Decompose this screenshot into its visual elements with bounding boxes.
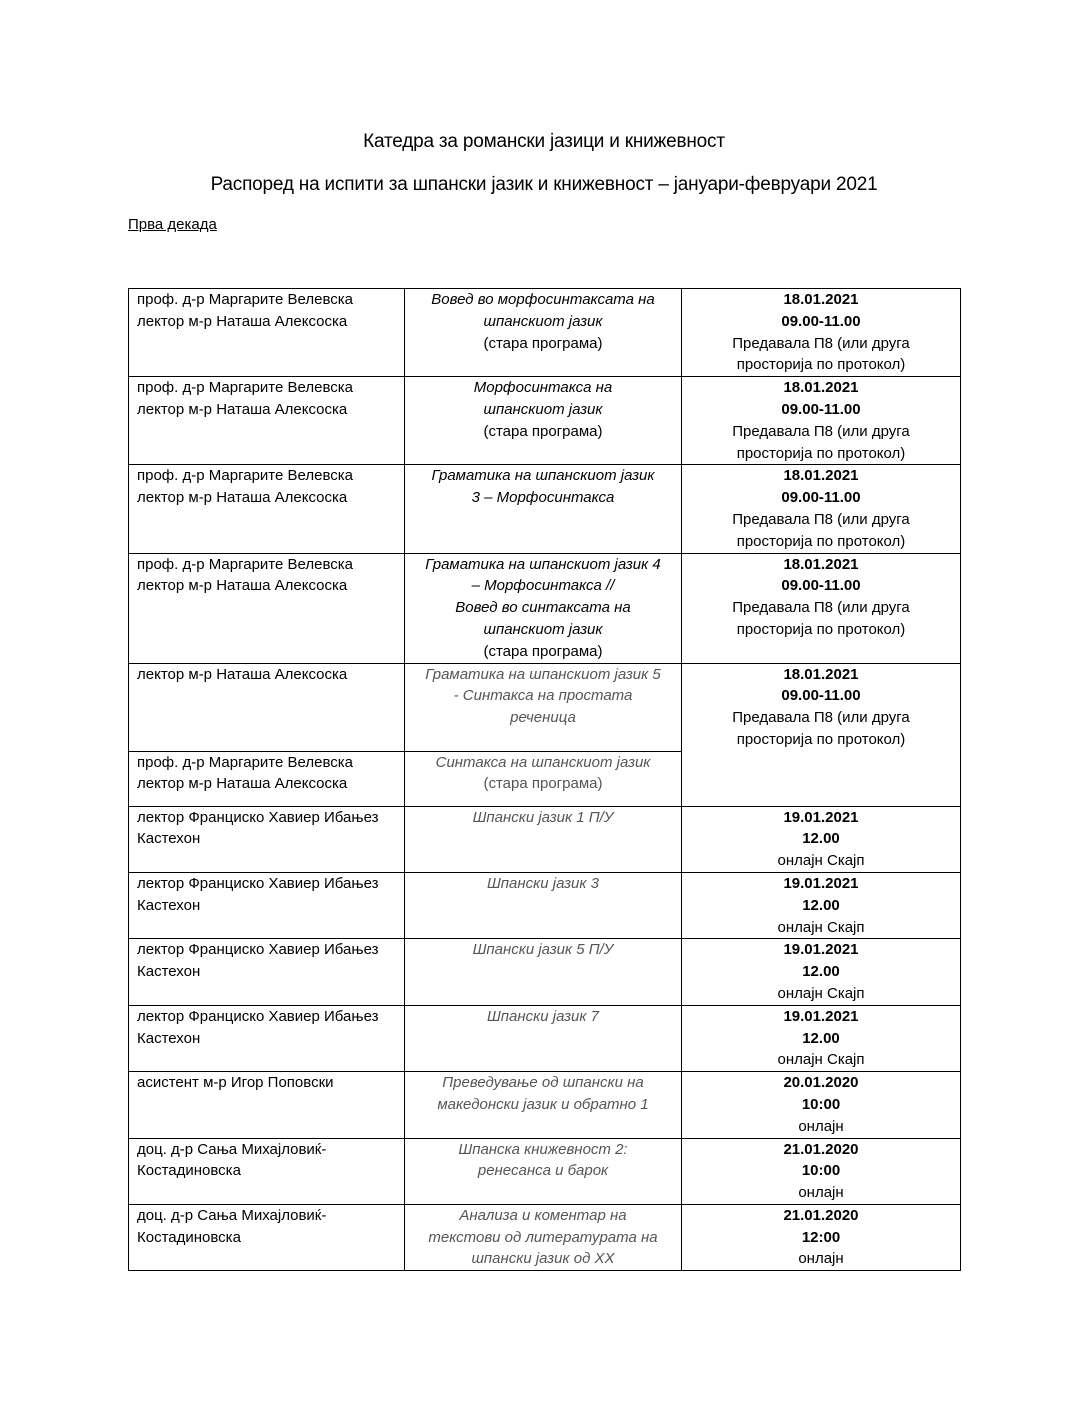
exam-date: 21.01.2020 bbox=[783, 1140, 859, 1158]
subject-cell bbox=[405, 289, 682, 377]
examiner-name: лектор Франциско Хавиер Ибањез bbox=[137, 874, 379, 892]
subject-name: реченица bbox=[510, 709, 576, 727]
section-heading: Прва декада bbox=[128, 216, 217, 233]
exam-date: 19.01.2021 bbox=[783, 941, 859, 959]
exam-time: 10:00 bbox=[801, 1095, 841, 1113]
examiner-name: лектор м-р Наташа Алексоска bbox=[137, 400, 348, 418]
exam-location: просторија по протокол) bbox=[736, 444, 906, 462]
exam-time: 09.00-11.00 bbox=[781, 577, 861, 595]
datetime-cell bbox=[682, 1204, 961, 1270]
examiner-cell bbox=[129, 465, 405, 553]
exam-schedule-table bbox=[128, 288, 961, 1271]
subject-name: Шпански јазик 3 bbox=[486, 874, 599, 892]
subject-name: – Морфосинтакса // bbox=[471, 577, 615, 595]
examiner-name: лектор м-р Наташа Алексоска bbox=[137, 775, 348, 793]
exam-date: 18.01.2021 bbox=[783, 665, 859, 683]
examiner-cell bbox=[129, 553, 405, 663]
subject-cell bbox=[405, 751, 682, 806]
subject-name: Граматика на шпанскиот јазик 5 bbox=[425, 665, 661, 683]
examiner-cell bbox=[129, 872, 405, 938]
exam-date: 21.01.2020 bbox=[783, 1206, 859, 1224]
subject-name: Шпански јазик 7 bbox=[486, 1007, 599, 1025]
examiner-name: Кастехон bbox=[137, 963, 201, 981]
subject-name: шпанскиот јазик bbox=[483, 312, 603, 330]
subject-name: македонски јазик и обратно 1 bbox=[437, 1095, 649, 1113]
examiner-cell bbox=[129, 289, 405, 377]
subject-name: Морфосинтакса на bbox=[473, 379, 613, 397]
subject-name: Шпански јазик 1 П/У bbox=[472, 808, 614, 826]
page-subtitle: Распоред на испити за шпански јазик и книжевност – јануари-февруари 2021 bbox=[210, 174, 878, 195]
datetime-cell bbox=[682, 1072, 961, 1138]
exam-location: онлајн Скајп bbox=[777, 1051, 865, 1069]
examiner-cell bbox=[129, 377, 405, 465]
program-note: (стара програма) bbox=[483, 422, 603, 440]
subject-cell bbox=[405, 1138, 682, 1204]
exam-time: 12.00 bbox=[802, 1029, 840, 1047]
subject-name: - Синтакса на простата bbox=[453, 687, 633, 705]
exam-time: 12:00 bbox=[801, 1228, 841, 1246]
subject-name: 3 – Морфосинтакса bbox=[471, 489, 615, 507]
examiner-name: Костадиновска bbox=[137, 1228, 241, 1246]
page-title: Катедра за романски јазици и книжевност bbox=[363, 131, 725, 152]
subject-name: Граматика на шпанскиот јазик 4 bbox=[425, 555, 661, 573]
subject-cell bbox=[405, 1005, 682, 1071]
table-row bbox=[129, 663, 961, 751]
examiner-name: асистент м-р Игор Поповски bbox=[137, 1074, 334, 1092]
exam-date: 18.01.2021 bbox=[783, 379, 859, 397]
examiner-name: Кастехон bbox=[137, 1029, 201, 1047]
examiner-name: лектор Франциско Хавиер Ибањез bbox=[137, 1007, 379, 1025]
examiner-cell bbox=[129, 751, 405, 806]
subject-name: шпански јазик од XX bbox=[471, 1250, 615, 1268]
examiner-name: доц. д-р Сања Михајловиќ- bbox=[137, 1140, 327, 1158]
exam-time: 10:00 bbox=[801, 1162, 841, 1180]
exam-location: просторија по протокол) bbox=[736, 620, 906, 638]
exam-time: 12.00 bbox=[802, 963, 840, 981]
examiner-cell bbox=[129, 663, 405, 751]
exam-location: онлајн bbox=[798, 1184, 844, 1202]
table-row bbox=[129, 1072, 961, 1138]
exam-time: 12.00 bbox=[802, 896, 840, 914]
examiner-name: лектор Франциско Хавиер Ибањез bbox=[137, 941, 379, 959]
datetime-cell bbox=[682, 377, 961, 465]
exam-location: онлајн bbox=[798, 1250, 844, 1268]
examiner-name: проф. д-р Маргарите Велевска bbox=[137, 753, 353, 771]
exam-time: 09.00-11.00 bbox=[781, 312, 861, 330]
examiner-name: лектор м-р Наташа Алексоска bbox=[137, 665, 348, 683]
subject-name: Шпански јазик 5 П/У bbox=[472, 941, 614, 959]
examiner-cell bbox=[129, 1204, 405, 1270]
exam-location: просторија по протокол) bbox=[736, 532, 906, 550]
examiner-cell bbox=[129, 1138, 405, 1204]
datetime-cell bbox=[682, 289, 961, 377]
examiner-name: проф. д-р Маргарите Велевска bbox=[137, 555, 353, 573]
table-row bbox=[129, 806, 961, 872]
subject-name: Вовед во морфосинтаксата на bbox=[431, 291, 655, 308]
table-row bbox=[129, 289, 961, 377]
table-row bbox=[129, 465, 961, 553]
examiner-name: лектор м-р Наташа Алексоска bbox=[137, 577, 348, 595]
table-row bbox=[129, 872, 961, 938]
program-note: (стара програма) bbox=[483, 775, 603, 793]
examiner-name: проф. д-р Маргарите Велевска bbox=[137, 379, 353, 397]
subject-cell bbox=[405, 872, 682, 938]
datetime-cell bbox=[682, 1138, 961, 1204]
exam-location: Предавала П8 (или друга bbox=[732, 510, 910, 528]
subject-name: Преведување од шпански на bbox=[442, 1074, 644, 1092]
exam-location: просторија по протокол) bbox=[736, 730, 906, 748]
exam-location: просторија по протокол) bbox=[736, 356, 906, 374]
exam-date: 20.01.2020 bbox=[783, 1074, 859, 1092]
subject-cell bbox=[405, 553, 682, 663]
table-row bbox=[129, 377, 961, 465]
subject-name: шпанскиот јазик bbox=[483, 620, 603, 638]
examiner-name: Кастехон bbox=[137, 896, 201, 914]
subject-cell bbox=[405, 663, 682, 751]
examiner-name: проф. д-р Маргарите Велевска bbox=[137, 291, 353, 308]
examiner-name: проф. д-р Маргарите Велевска bbox=[137, 467, 353, 485]
table-row bbox=[129, 939, 961, 1005]
subject-name: Граматика на шпанскиот јазик bbox=[431, 467, 655, 485]
table-row bbox=[129, 553, 961, 663]
exam-date: 19.01.2021 bbox=[783, 808, 859, 826]
subject-name: Синтакса на шпанскиот јазик bbox=[435, 753, 651, 771]
subject-name: Шпанска книжевност 2: bbox=[458, 1140, 628, 1158]
subject-cell bbox=[405, 806, 682, 872]
examiner-name: лектор м-р Наташа Алексоска bbox=[137, 312, 348, 330]
datetime-cell bbox=[682, 806, 961, 872]
exam-date: 18.01.2021 bbox=[783, 555, 859, 573]
exam-location: онлајн bbox=[798, 1117, 844, 1135]
exam-location: Предавала П8 (или друга bbox=[732, 422, 910, 440]
exam-location: онлајн Скајп bbox=[777, 984, 865, 1002]
datetime-cell bbox=[682, 663, 961, 806]
subject-cell bbox=[405, 377, 682, 465]
table-row bbox=[129, 1204, 961, 1270]
exam-time: 09.00-11.00 bbox=[781, 400, 861, 418]
exam-time: 12.00 bbox=[802, 830, 840, 848]
subject-cell bbox=[405, 939, 682, 1005]
exam-time: 09.00-11.00 bbox=[781, 489, 861, 507]
program-note: (стара програма) bbox=[483, 642, 603, 660]
program-note: (стара програма) bbox=[483, 334, 603, 352]
subject-name: Анализа и коментар на bbox=[459, 1206, 627, 1224]
exam-location: Предавала П8 (или друга bbox=[732, 709, 910, 727]
subject-name: ренесанса и барок bbox=[477, 1162, 609, 1180]
exam-time: 09.00-11.00 bbox=[781, 687, 861, 705]
exam-date: 19.01.2021 bbox=[783, 874, 859, 892]
examiner-cell bbox=[129, 1005, 405, 1071]
examiner-name: лектор м-р Наташа Алексоска bbox=[137, 489, 348, 507]
examiner-name: лектор Франциско Хавиер Ибањез bbox=[137, 808, 379, 826]
exam-location: Предавала П8 (или друга bbox=[732, 599, 910, 617]
exam-date: 18.01.2021 bbox=[783, 291, 859, 308]
examiner-cell bbox=[129, 939, 405, 1005]
exam-date: 19.01.2021 bbox=[783, 1007, 859, 1025]
datetime-cell bbox=[682, 1005, 961, 1071]
datetime-cell bbox=[682, 553, 961, 663]
datetime-cell bbox=[682, 939, 961, 1005]
subject-cell bbox=[405, 465, 682, 553]
examiner-name: доц. д-р Сања Михајловиќ- bbox=[137, 1206, 327, 1224]
subject-cell bbox=[405, 1072, 682, 1138]
examiner-cell bbox=[129, 1072, 405, 1138]
exam-date: 18.01.2021 bbox=[783, 467, 859, 485]
subject-name: Вовед во синтаксата на bbox=[455, 599, 631, 617]
table-row bbox=[129, 1005, 961, 1071]
subject-name: шпанскиот јазик bbox=[483, 400, 603, 418]
subject-cell bbox=[405, 1204, 682, 1270]
examiner-cell bbox=[129, 806, 405, 872]
subject-name: текстови од литературата на bbox=[428, 1228, 658, 1246]
exam-location: онлајн Скајп bbox=[777, 918, 865, 936]
exam-location: Предавала П8 (или друга bbox=[732, 334, 910, 352]
datetime-cell bbox=[682, 872, 961, 938]
examiner-name: Костадиновска bbox=[137, 1162, 241, 1180]
examiner-name: Кастехон bbox=[137, 830, 201, 848]
exam-location: онлајн Скајп bbox=[777, 852, 865, 870]
datetime-cell bbox=[682, 465, 961, 553]
table-row bbox=[129, 1138, 961, 1204]
